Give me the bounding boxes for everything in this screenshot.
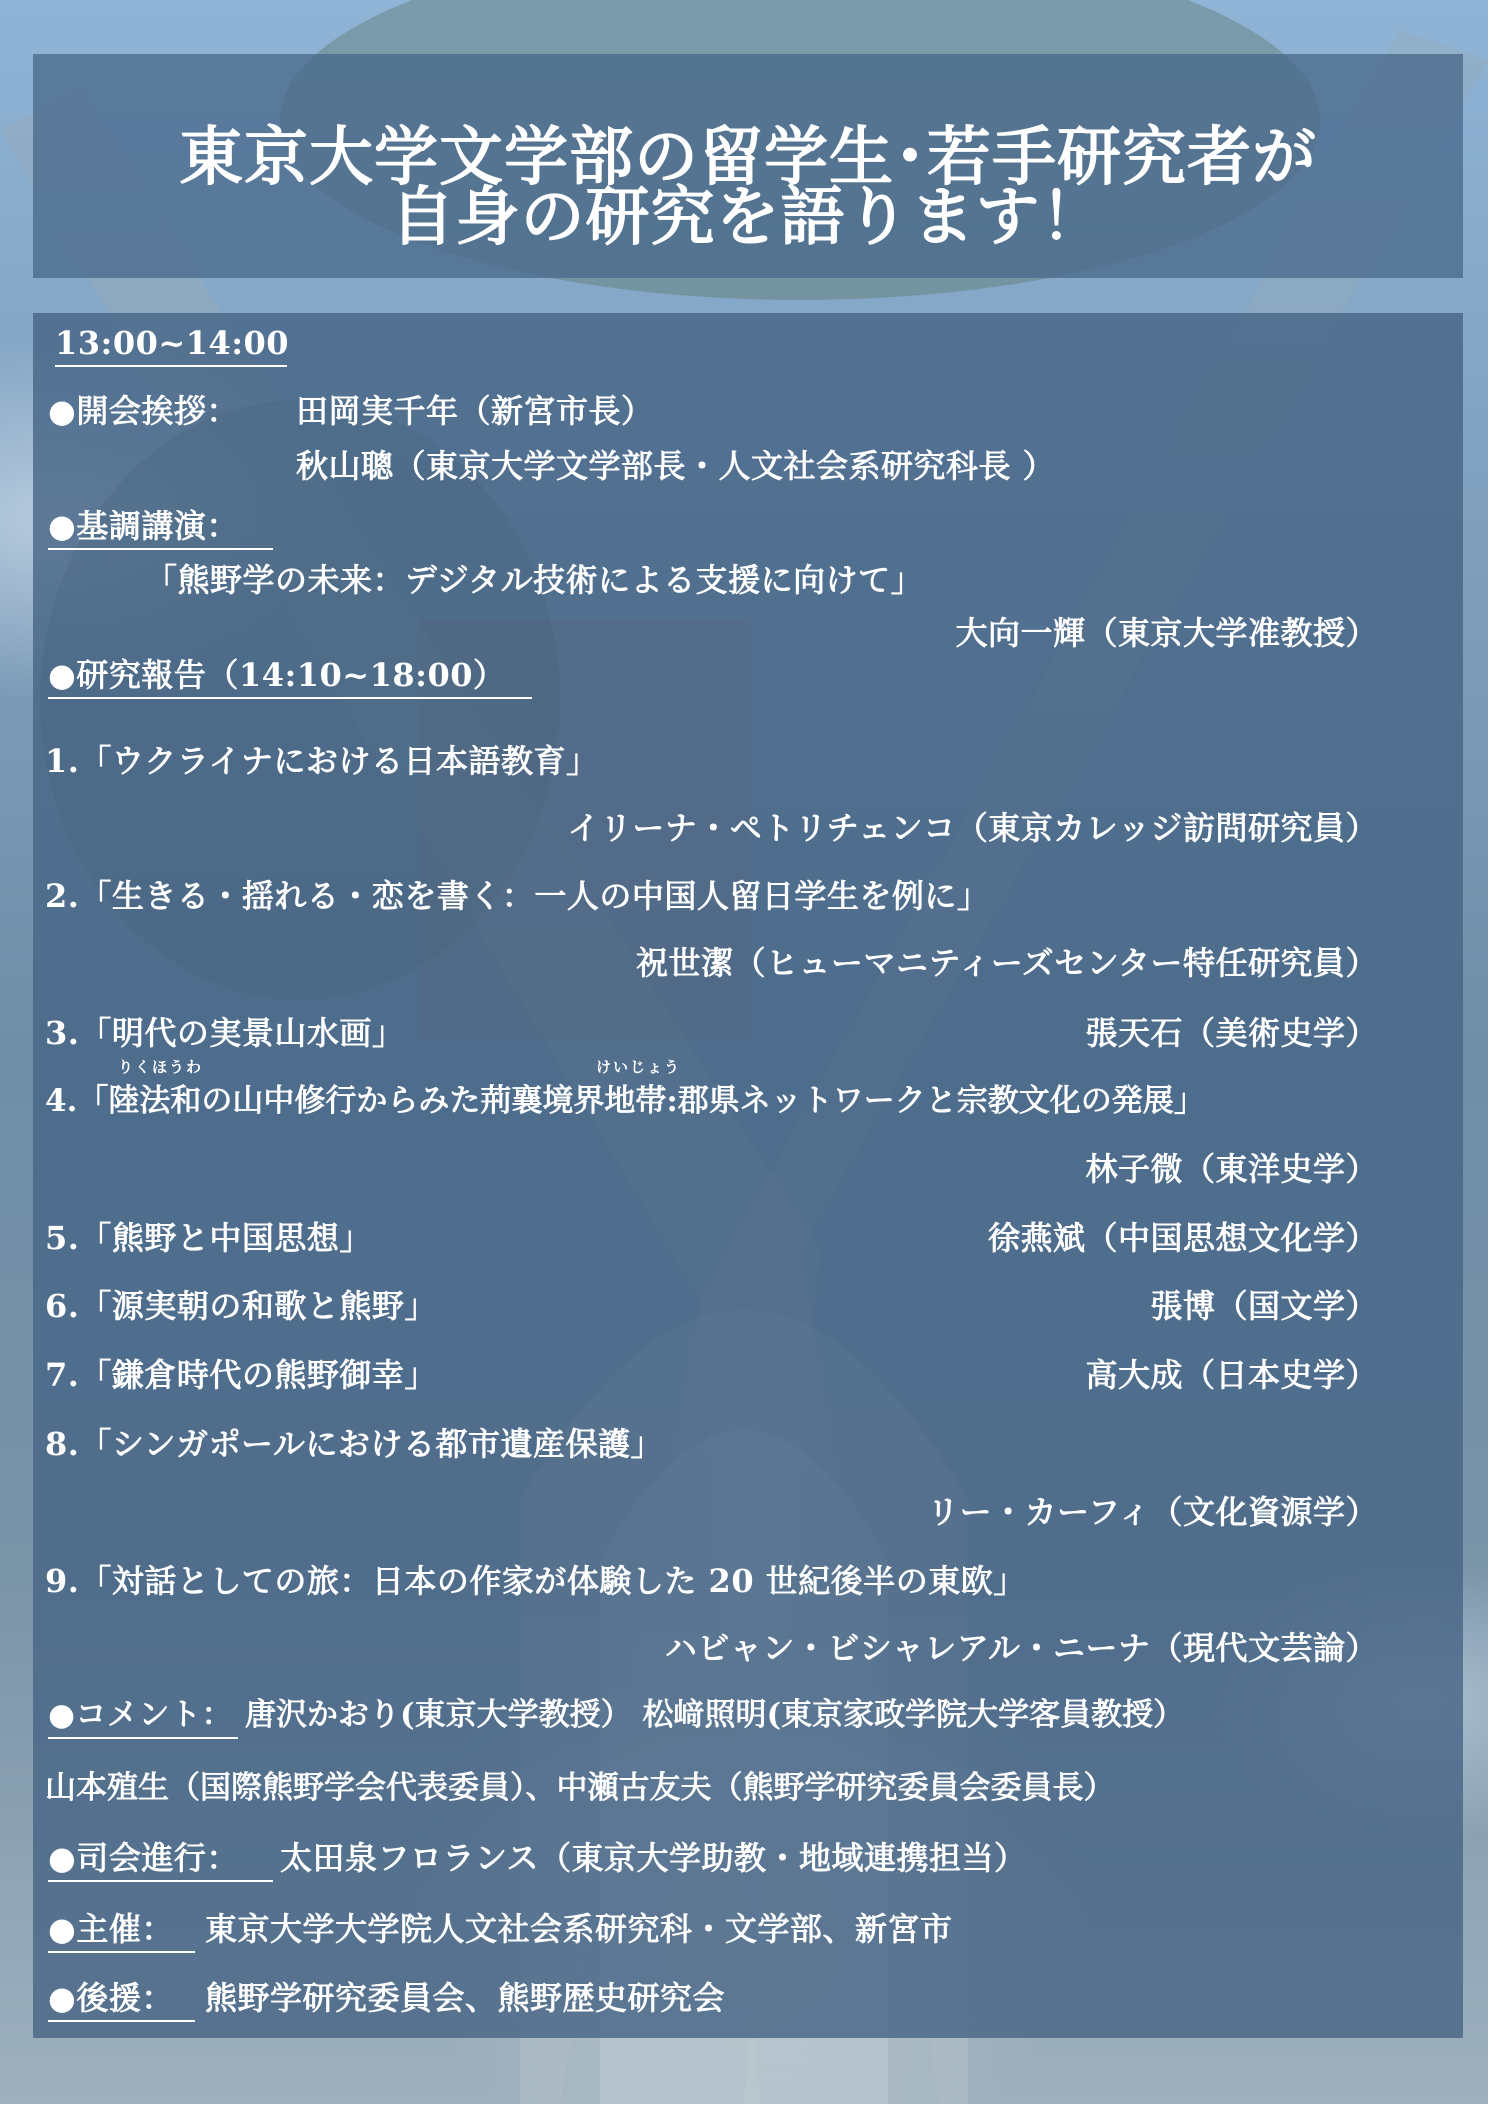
report-6-title: 6.「源実朝の和歌と熊野」 — [45, 1287, 437, 1325]
reports-label: ●研究報告（14:10~18:00） — [48, 659, 532, 699]
keynote-label: ●基調講演： — [48, 510, 273, 550]
opening-speaker-dean: 秋山聰（東京大学文学部長・人文社会系研究科長 ） — [296, 447, 1056, 485]
report-9-speaker: ハビャン・ビシャレアル・ニーナ（現代文芸論） — [664, 1629, 1378, 1667]
report-6-speaker: 張博（国文学） — [1150, 1287, 1378, 1325]
main-title-line1: 東京大学文学部の留学生･若手研究者が — [179, 120, 1317, 195]
report-8-speaker: リー・カーフィ（文化資源学） — [927, 1493, 1378, 1531]
opening-label: ●開会挨拶： — [48, 392, 239, 430]
support-text: 熊野学研究委員会、熊野歴史研究会 — [205, 1979, 726, 2017]
main-title-line2: 自身の研究を語ります！ — [390, 180, 1106, 255]
title-panel — [33, 54, 1463, 278]
report-2-title: 2.「生きる・揺れる・恋を書く：一人の中国人留日学生を例に」 — [45, 877, 990, 915]
report-5-title: 5.「熊野と中国思想」 — [45, 1219, 372, 1257]
time-heading: 13:00~14:00 — [55, 327, 287, 367]
report-8-title: 8.「シンガポールにおける都市遺産保護」 — [45, 1425, 663, 1463]
report-4-title: 4.「陸法和の山中修行からみた荊襄境界地帯:郡県ネットワークと宗教文化の発展」 — [45, 1083, 1205, 1119]
moderator-text: 太田泉フロランス（東京大学助教・地域連携担当） — [280, 1839, 1027, 1877]
report-3-title: 3.「明代の実景山水画」 — [45, 1014, 405, 1052]
keynote-title: 「熊野学の未来：デジタル技術による支援に向けて」 — [145, 561, 924, 599]
keynote-speaker: 大向一輝（東京大学准教授） — [955, 614, 1378, 652]
report-4-ruby-keijou: けいじょう — [596, 1058, 682, 1076]
report-5-speaker: 徐燕斌（中国思想文化学） — [987, 1219, 1378, 1257]
report-4-ruby-rikuhouwa: りくほうわ — [118, 1058, 204, 1076]
support-label: ●後援： — [48, 1982, 195, 2022]
comment-line1: 唐沢かおり(東京大学教授） 松﨑照明(東京家政学院大学客員教授） — [245, 1697, 1185, 1733]
opening-speaker-mayor: 田岡実千年（新宮市長） — [296, 392, 654, 430]
report-7-speaker: 高大成（日本史学） — [1085, 1356, 1378, 1394]
moderator-label: ●司会進行： — [48, 1842, 273, 1882]
report-1-title: 1.「ウクライナにおける日本語教育」 — [45, 742, 599, 780]
report-3-speaker: 張天石（美術史学） — [1085, 1014, 1378, 1052]
comment-label: ●コメント： — [48, 1700, 238, 1739]
comment-line2: 山本殖生（国際熊野学会代表委員）、中瀬古友夫（熊野学研究委員会委員長） — [45, 1770, 1115, 1806]
report-2-speaker: 祝世潔（ヒューマニティーズセンター特任研究員） — [635, 944, 1378, 982]
report-9-title: 9.「対話としての旅：日本の作家が体験した 20 世紀後半の東欧」 — [45, 1562, 1026, 1600]
report-4-speaker: 林子微（東洋史学） — [1085, 1150, 1378, 1188]
report-1-speaker: イリーナ・ペトリチェンコ（東京カレッジ訪問研究員） — [567, 809, 1378, 847]
report-7-title: 7.「鎌倉時代の熊野御幸」 — [45, 1356, 437, 1394]
organizer-label: ●主催： — [48, 1913, 195, 1953]
organizer-text: 東京大学大学院人文社会系研究科・文学部、新宮市 — [205, 1910, 953, 1948]
